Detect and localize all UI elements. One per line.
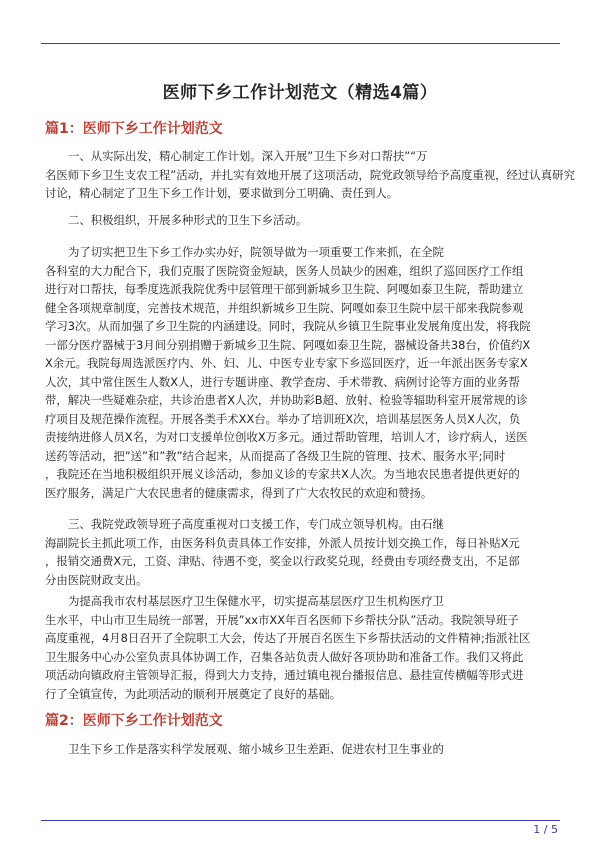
paragraph-line: 为了切实把卫生下乡工作办实办好，院领导做为一项重要工作来抓，在全院: [68, 245, 444, 259]
paragraph-line: 健全各项规章制度，完善技术规范，并组织新城乡卫生院、阿嘎如泰卫生院中层干部来我院参观: [45, 300, 524, 315]
paragraph-line: 三、我院党政领导班子高度重视对口支援工作，专门成立领导机构。由石继: [68, 517, 444, 531]
paragraph-line: 责接纳进修人员X名，为对口支援单位创收X万多元。通过帮助管理，培训人才，诊疗病人，送医: [45, 430, 528, 444]
paragraph-line: 海副院长主抓此项工作，由医务科负责具体工作安排，外派人员按计划交换工作，每日补贴X元: [45, 535, 520, 550]
paragraph-line: 项活动向镇政府主管领导汇报，得到大力支持，通过镇电视台播报信息、悬挂宣传横幅等形式进: [45, 668, 524, 682]
section-heading: 篇2：医师下乡工作计划范文: [45, 713, 223, 729]
paragraph-line: 卫生下乡工作是落实科学发展观、缩小城乡卫生差距、促进农村卫生事业的: [68, 742, 444, 756]
page-number: 1 / 5: [533, 823, 558, 836]
document-title: 医师下乡工作计划范文（精选4篇）: [162, 83, 438, 103]
paragraph: [45, 515, 560, 589]
paragraph-line: 人次，其中常住医生人数X人，进行专题讲座、教学查房、手术带教、病例讨论等方面的业务帮: [45, 374, 520, 389]
paragraph-line: 学习3次。从而加强了乡卫生院的内涵建设。同时，我院从乡镇卫生院事业发展角度出发，将我院: [45, 319, 531, 333]
paragraph-line: 名医师下乡卫生支农工程”活动，并扎实有效地开展了这项活动，院党政领导给予高度重视，经过认真研究: [45, 167, 575, 182]
paragraph-line: 疗项目及规范操作流程。开展各类手术XX台。举办了培训班X次，培训基层医务人员X人次，负: [45, 411, 521, 426]
paragraph-line: 一部分医疗器械于3月间分别捐赠于新城乡卫生院、阿嘎如泰卫生院，器械设备共38台，价值约X: [45, 337, 531, 352]
paragraph-line: X余元。我院每周选派医疗内、外、妇、儿、中医专业专家下乡巡回医疗，近一年派出医务专家X: [45, 356, 528, 370]
paragraph-line: 一、从实际出发，精心制定工作计划。深入开展”卫生下乡对口帮扶”“万: [68, 149, 428, 163]
paragraph: [45, 592, 560, 703]
paragraph-line: 带，解决一些疑难杂症，共诊治患者X人次，并协助彩B超、放射、检验等辐助科室开展常规的诊: [45, 393, 528, 407]
paragraph-line: 分由医院财政支出。: [45, 572, 148, 587]
paragraph-line: ，我院还在当地积极组织开展义诊活动，参加义诊的专家共X人次。为当地农民患者提供更好的: [45, 467, 520, 481]
paragraph: [45, 243, 560, 502]
paragraph-line: 行了全镇宣传，为此项活动的顺利开展奠定了良好的基础。: [45, 686, 342, 701]
section-heading: 篇1：医师下乡工作计划范文: [45, 121, 223, 137]
paragraph: [45, 740, 560, 759]
paragraph-line: 医疗服务，满足广大农民患者的健康需求，得到了广大农牧民的欢迎和赞扬。: [45, 485, 433, 500]
paragraph-line: 各科室的大力配合下，我们克服了医院资金短缺，医务人员缺少的困难，组织了巡回医疗工作组: [45, 263, 524, 278]
paragraph-line: ，报销交通费X元，工资、津贴、待遇不变，奖金以行政奖兑现，经费由专项经费支出，不足部: [45, 554, 520, 568]
paragraph: [45, 147, 575, 203]
paragraph-line: 讨论，精心制定了卫生下乡工作计划，要求做到分工明确、责任到人。: [45, 186, 399, 200]
paragraph: [45, 211, 560, 230]
header-rule: [41, 43, 560, 44]
paragraph-line: 为提高我市农村基层医疗卫生保健水平，切实提高基层医疗卫生机构医疗卫: [68, 594, 444, 608]
paragraph-line: 生水平，中山市卫生局统一部署，开展”xx市XX年百名医师下乡帮扶分队”活动。我院领导班子: [45, 612, 519, 627]
paragraph-line: 高度重视，4月8日召开了全院职工大会，传达了开展百名医生下乡帮扶活动的文件精神;指派社区: [45, 631, 531, 645]
paragraph-line: 进行对口帮扶，每季度选派我院优秀中层管理干部到新城乡卫生院、阿嘎如泰卫生院，帮助建立: [45, 282, 524, 296]
footer-rule: [41, 820, 560, 821]
paragraph-line: 送药等活动，把”送”和”教”结合起来，从而提高了各级卫生院的管理、技术、服务水平;同时: [45, 448, 506, 463]
paragraph-line: 卫生服务中心办公室负责具体协调工作，召集各站负责人做好各项协助和准备工作。我们又将此: [45, 649, 524, 664]
paragraph-line: 二、积极组织，开展多种形式的卫生下乡活动。: [68, 213, 308, 227]
